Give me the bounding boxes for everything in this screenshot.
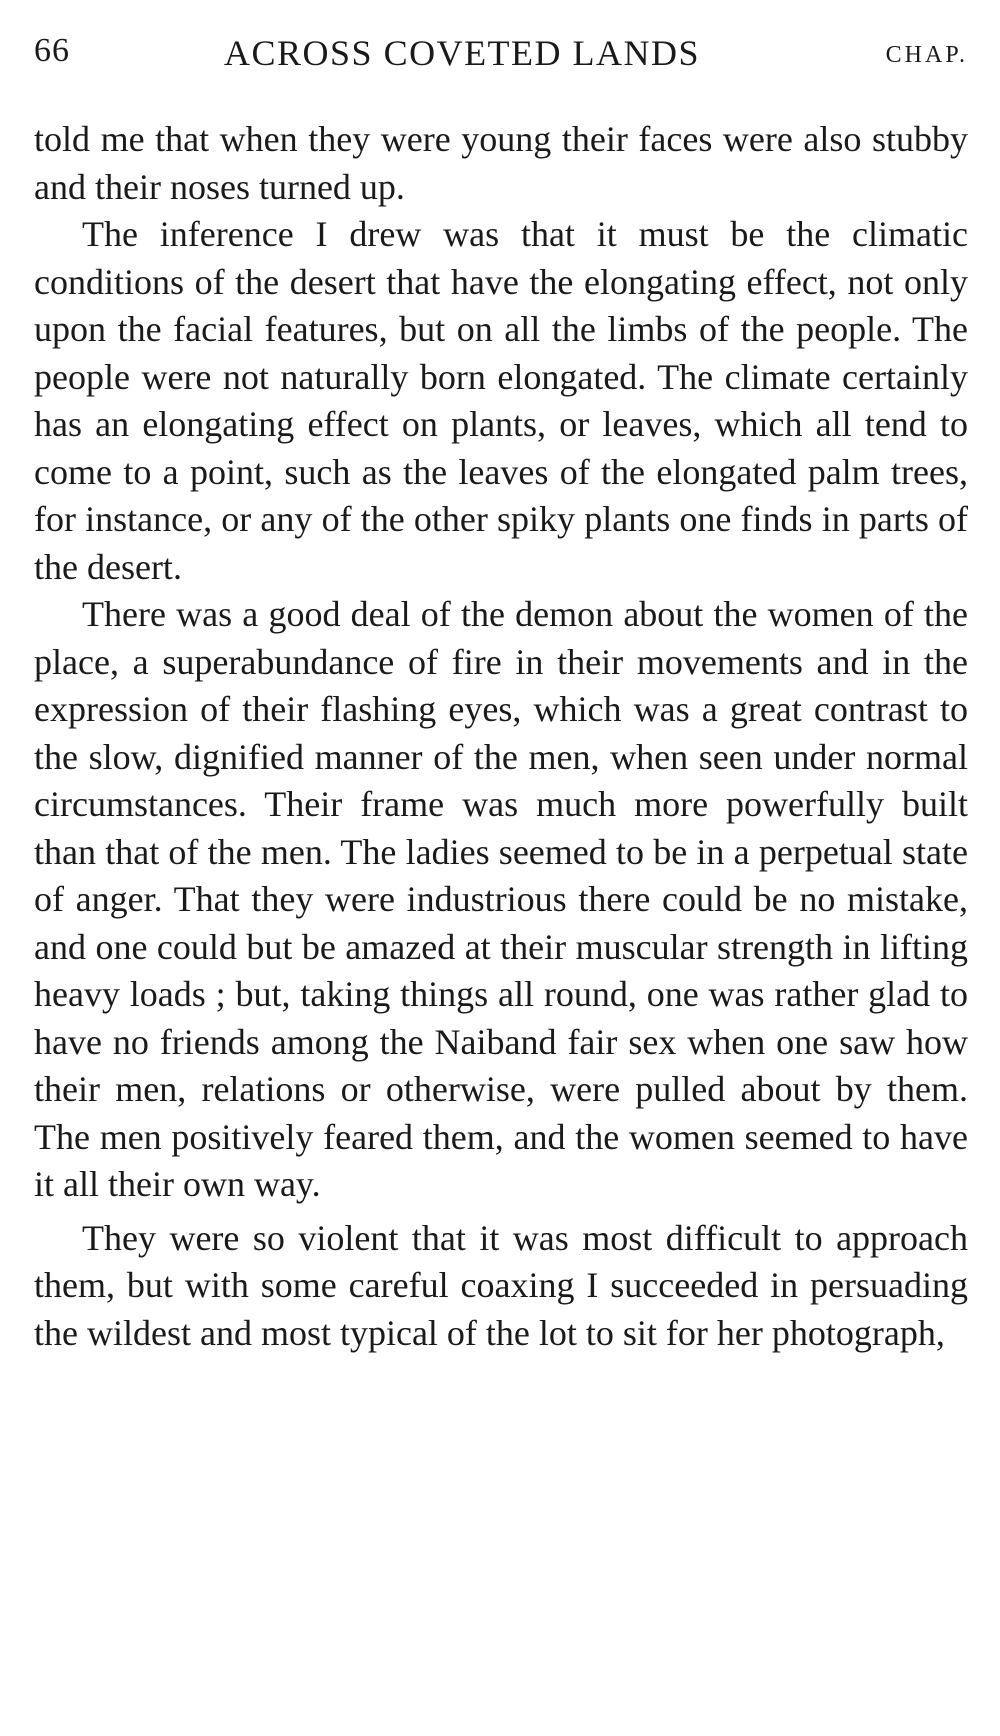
chapter-mark: CHAP.: [885, 42, 968, 68]
running-head: [34, 0, 968, 80]
paragraph-continuation: told me that when they were young their faces were also stubby and their noses turned up.: [34, 119, 968, 207]
paragraph-photograph: They were so violent that it was most difficult to approach them, but with some careful coaxing I succeeded in persuading the wildest and most typical of the lot to sit for her photograph,: [34, 1217, 968, 1353]
paragraph-inference: The inference I drew was that it must be the climatic conditions of the desert that have the elongating effect, not only upon the facial features, but on all the limbs of the people. The people were not naturally born elongated. The climate certainly has an elongating effect on plants, or leaves, which all tend to come to a point, such as the leaves of the elongated palm trees, for instance, or any of the other spiky plants one finds in parts of the desert.: [34, 214, 968, 587]
paragraph-women: There was a good deal of the demon about the women of the place, a superabundance of fire in their movements and in the expression of their flashing eyes, which was a great contrast to the slow, dignified manner of the men, when seen under normal circumstances. Their frame was much more powerfully built than that of the men. The ladies seemed to be in a perpetual state of anger. That they were industrious there could be no mistake, and one could but be amazed at their muscular strength in lifting heavy loads ; but, taking things all round, one was rather glad to have no friends among the Naiband fair sex when one saw how their men, relations or otherwise, were pulled about by them. The men positively feared them, and the women seemed to have it all their own way.: [34, 594, 968, 1204]
page-number: 66: [34, 32, 70, 69]
book-page: [34, 0, 968, 1736]
body-text: [34, 116, 968, 1357]
running-title: ACROSS COVETED LANDS: [224, 33, 701, 73]
